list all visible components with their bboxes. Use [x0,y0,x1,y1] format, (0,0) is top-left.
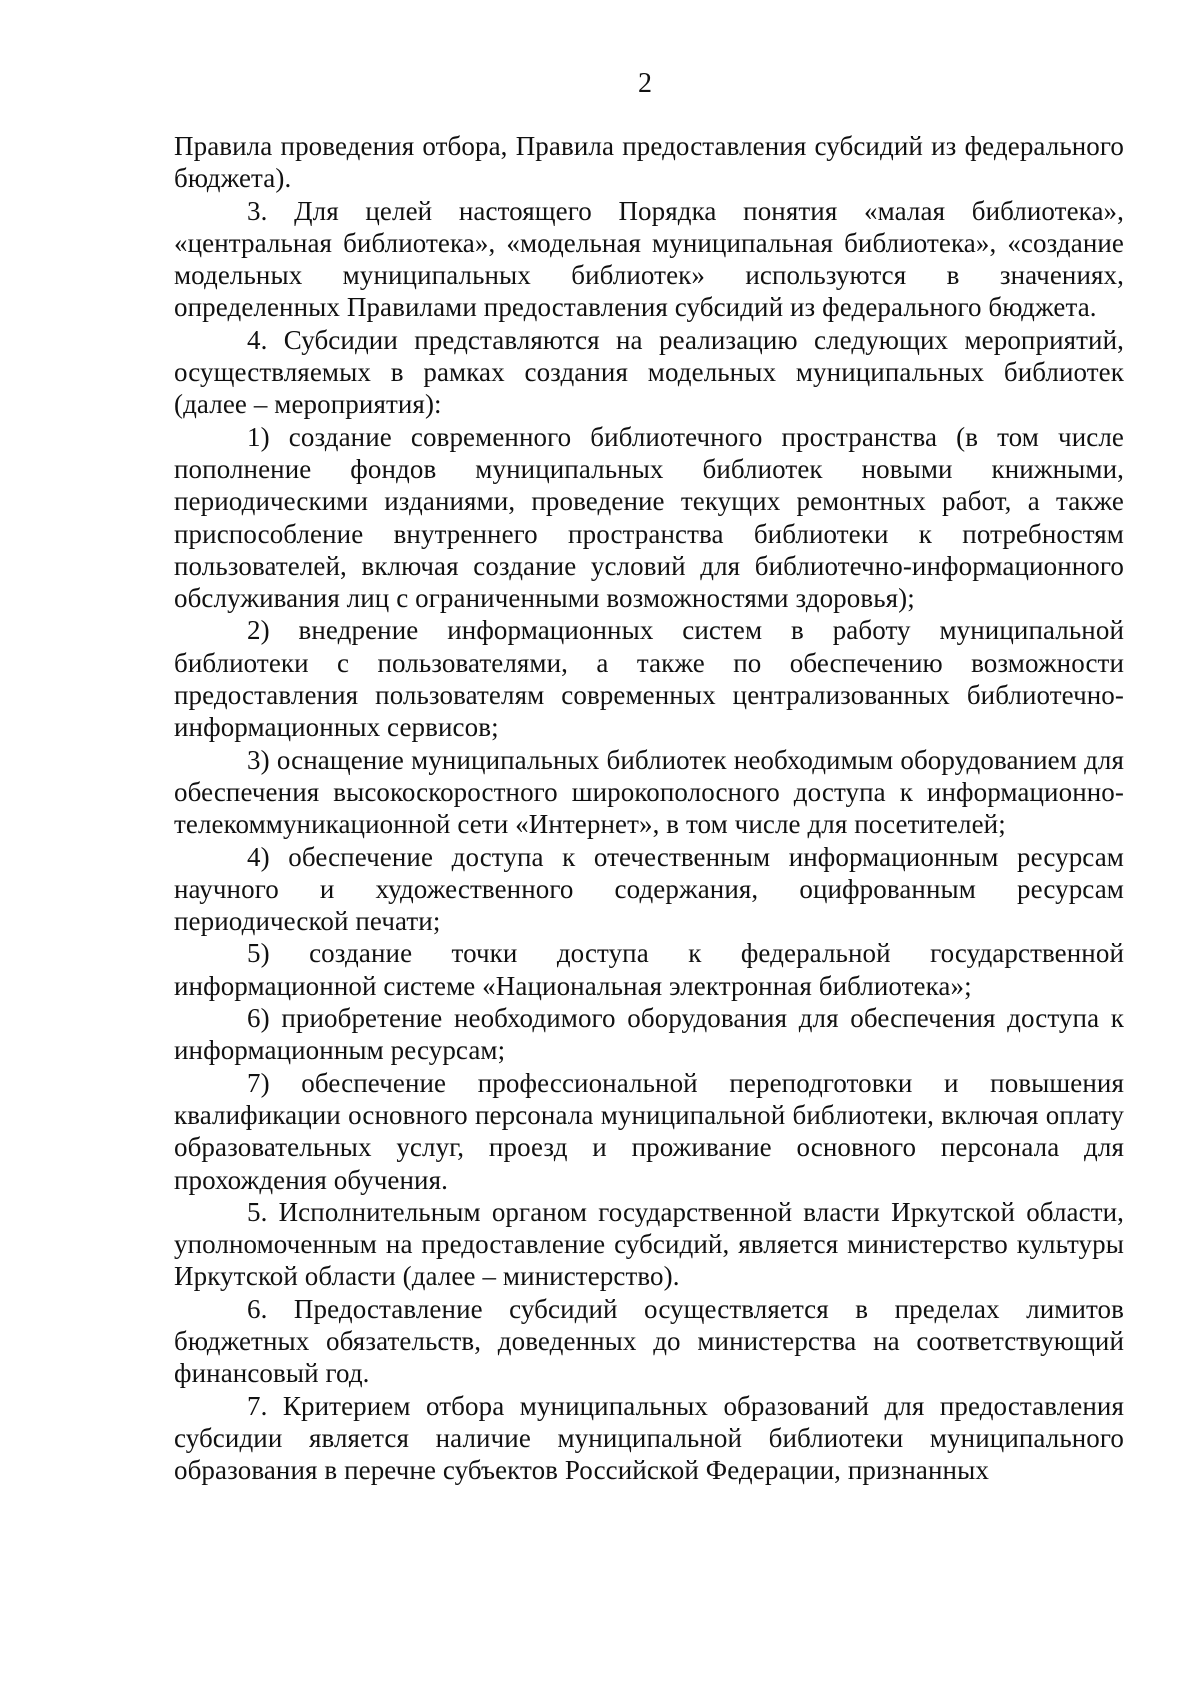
paragraph-5: 5. Исполнительным органом государственной власти Иркутской области, уполномоченным на предоставление субсидий, является министерство культуры Иркутской области (далее – министерство). [174,1196,1124,1292]
paragraph-6: 6. Предоставление субсидий осуществляется в пределах лимитов бюджетных обязательств, доведенных до министерства на соответствующий финансовый год. [174,1293,1124,1389]
list-item-4-6: 6) приобретение необходимого оборудования для обеспечения доступа к информационным ресурсам; [174,1003,1124,1066]
paragraph-4: 4. Субсидии представляются на реализацию следующих мероприятий, осуществляемых в рамках создания модельных муниципальных библиотек (далее – мероприятия): [174,324,1124,420]
page-number: 2 [638,68,652,99]
document-body [174,130,1124,1486]
list-item-4-4: 4) обеспечение доступа к отечественным информационным ресурсам научного и художественного содержания, оцифрованным ресурсам периодической печати; [174,841,1124,937]
list-item-4-3: 3) оснащение муниципальных библиотек необходимым оборудованием для обеспечения высокоскоростного широкополосного доступа к информационно-телекоммуникационной сети «Интернет», в том числе для посетителей; [174,744,1124,840]
paragraph-7: 7. Критерием отбора муниципальных образований для предоставления субсидии является наличие муниципальной библиотеки муниципального образования в перечне субъектов Российской Федерации, признанных [174,1390,1124,1486]
list-item-4-5: 5) создание точки доступа к федеральной государственной информационной системе «Национальная электронная библиотека»; [174,938,1124,1001]
list-item-4-7: 7) обеспечение профессиональной переподготовки и повышения квалификации основного персонала муниципальной библиотеки, включая оплату образовательных услуг, проезд и проживание основного персонала для прохождения обучения. [174,1067,1124,1195]
list-item-4-1: 1) создание современного библиотечного пространства (в том числе пополнение фондов муниципальных библиотек новыми книжными, периодическими изданиями, проведение текущих ремонтных работ, а также приспособление внутреннего пространства библиотеки к потребностям пользователей, включая создание условий для библиотечно-информационного обслуживания лиц с ограниченными возможностями здоровья); [174,421,1124,614]
list-item-4-2: 2) внедрение информационных систем в работу муниципальной библиотеки с пользователями, а также по обеспечению возможности предоставления пользователям современных централизованных библиотечно-информационных сервисов; [174,615,1124,743]
paragraph-3: 3. Для целей настоящего Порядка понятия «малая библиотека», «центральная библиотека», «модельная муниципальная библиотека», «создание модельных муниципальных библиотек» используются в значениях, определенных Правилами предоставления субсидий из федерального бюджета. [174,195,1124,323]
paragraph-intro: Правила проведения отбора, Правила предоставления субсидий из федерального бюджета). [174,131,1124,194]
